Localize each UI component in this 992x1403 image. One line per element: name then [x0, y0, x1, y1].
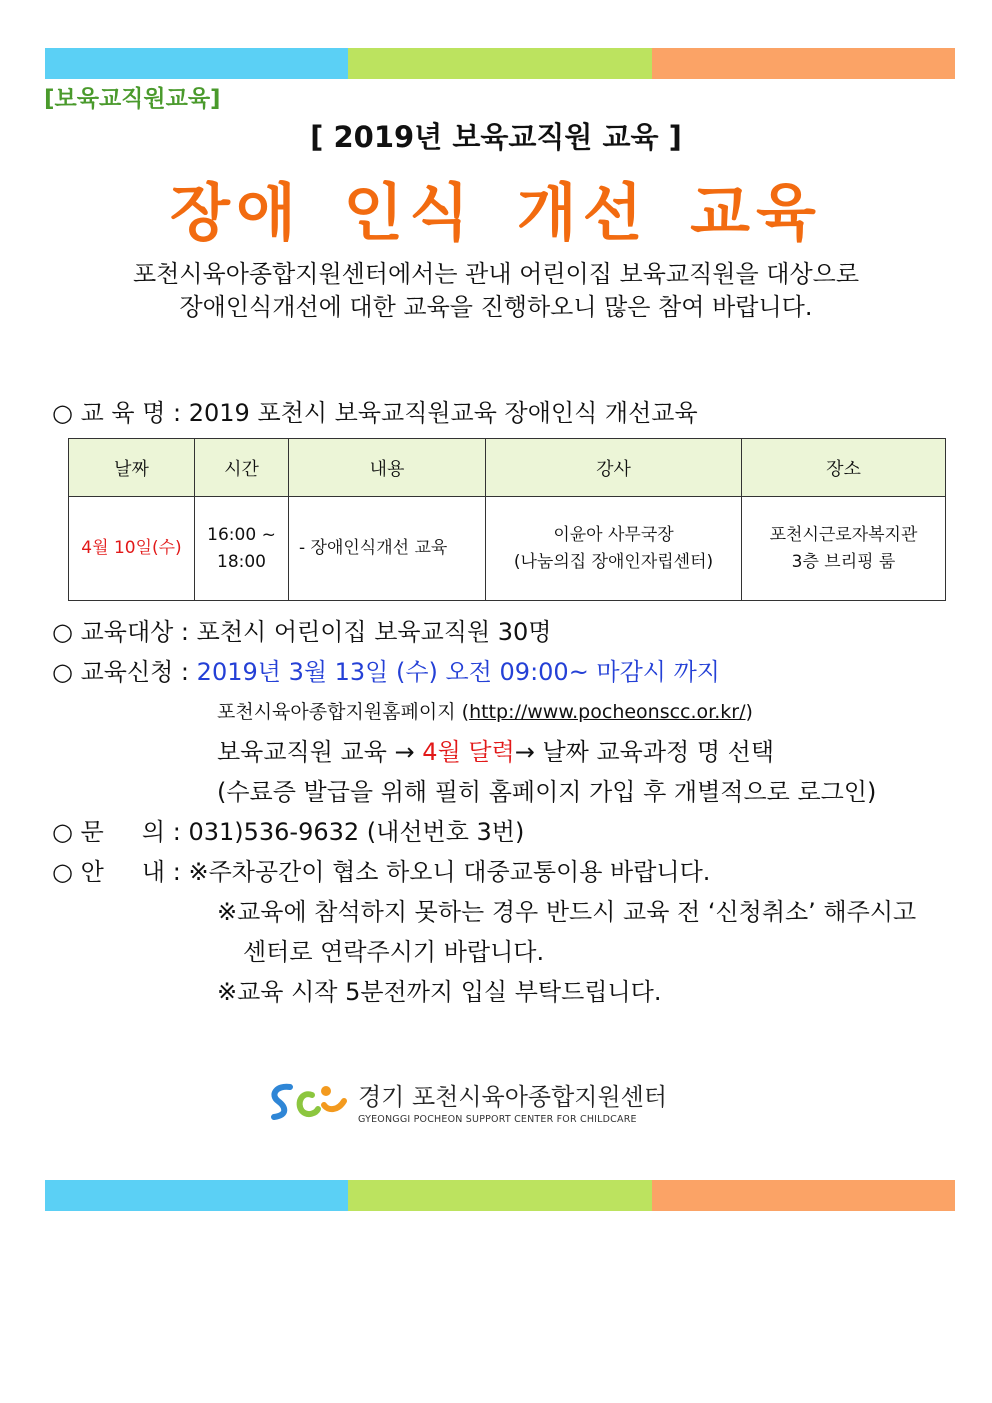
header-instructor: 강사 [486, 439, 742, 497]
notice-label: ○ 안 내 : [52, 858, 181, 886]
homepage-line [217, 697, 753, 724]
bottom-bar-orange-segment [652, 1180, 955, 1211]
inquiry-label: ○ 문 의 : [52, 818, 181, 846]
bottom-bar-blue-segment [45, 1180, 348, 1211]
instructor-name: 이윤아 사무국장 [553, 524, 674, 545]
intro-line-2: 장애인식개선에 대한 교육을 진행하오니 많은 참여 바랍니다. [179, 293, 813, 321]
intro-line-1: 포천시육아종합지원센터에서는 관내 어린이집 보육교직원을 대상으로 [132, 260, 860, 288]
steps-highlight: 4월 달력 [422, 738, 515, 766]
center-name-kr: 경기 포천시육아종합지원센터 [358, 1083, 668, 1111]
apply-line [52, 652, 720, 687]
table-row [69, 497, 946, 601]
notice-item-1: ※주차공간이 협소 하오니 대중교통이용 바랍니다. [188, 858, 711, 886]
inquiry-line [52, 812, 524, 847]
schedule-table [68, 438, 946, 601]
top-color-bar [45, 48, 955, 79]
category-tag: [보육교직원교육] [44, 86, 221, 112]
cell-instructor [486, 497, 742, 601]
steps-prefix: 보육교직원 교육 → [217, 738, 423, 766]
target-line [52, 612, 552, 647]
time-end: 18:00 [217, 551, 266, 572]
target-value: 포천시 어린이집 보육교직원 30명 [196, 618, 552, 646]
steps-suffix: → 날짜 교육과정 명 선택 [514, 738, 775, 766]
course-name-value: 2019 포천시 보육교직원교육 장애인식 개선교육 [188, 399, 698, 427]
top-bar-blue-segment [45, 48, 348, 79]
time-start: 16:00 ~ [207, 524, 276, 545]
cell-time [195, 497, 289, 601]
center-name-en: GYEONGGI POCHEON SUPPORT CENTER FOR CHILDCARE [358, 1114, 637, 1125]
cell-place [742, 497, 946, 601]
header-time: 시간 [195, 439, 289, 497]
bottom-bar-green-segment [348, 1180, 651, 1211]
notice-item-3: ※교육 시작 5분전까지 입실 부탁드립니다. [217, 978, 662, 1006]
page-subtitle: [ 2019년 보육교직원 교육 ] [310, 120, 682, 154]
course-name-label: ○ 교 육 명 : [52, 399, 182, 427]
header-date: 날짜 [69, 439, 195, 497]
bottom-color-bar [45, 1180, 955, 1211]
homepage-suffix: ) [745, 701, 753, 723]
apply-period: 2019년 3월 13일 (수) 오전 09:00~ 마감시 까지 [196, 658, 720, 686]
apply-steps-line [217, 732, 774, 767]
intro-text [0, 258, 992, 324]
homepage-link[interactable]: http://www.pocheonscc.or.kr/ [469, 701, 746, 723]
instructor-org: (나눔의집 장애인자립센터) [513, 551, 714, 572]
top-bar-orange-segment [652, 48, 955, 79]
center-logo-text [358, 1077, 667, 1125]
notice-item-2: ※교육에 참석하지 못하는 경우 반드시 교육 전 ‘신청취소’ 해주시고 [217, 898, 917, 926]
header-content: 내용 [289, 439, 486, 497]
notice-item-2-continued: 센터로 연락주시기 바랍니다. [243, 938, 545, 966]
page-title: 장애 인식 개선 교육 [170, 176, 822, 249]
place-room: 3층 브리핑 룸 [791, 551, 896, 572]
place-building: 포천시근로자복지관 [769, 524, 918, 545]
cell-date: 4월 10일(수) [69, 497, 195, 601]
course-name-line [52, 393, 698, 428]
header-place: 장소 [742, 439, 946, 497]
center-logo [268, 1077, 667, 1125]
notice-line [52, 852, 710, 887]
homepage-prefix: 포천시육아종합지원홈페이지 ( [217, 701, 470, 723]
inquiry-value: 031)536-9632 (내선번호 3번) [188, 818, 525, 846]
cell-content: - 장애인식개선 교육 [289, 497, 486, 601]
target-label: ○ 교육대상 : [52, 618, 190, 646]
schedule-header-row [69, 439, 946, 497]
apply-note: (수료증 발급을 위해 필히 홈페이지 가입 후 개별적으로 로그인) [217, 778, 877, 806]
top-bar-green-segment [348, 48, 651, 79]
center-logo-icon [268, 1079, 350, 1123]
apply-label: ○ 교육신청 : [52, 658, 190, 686]
